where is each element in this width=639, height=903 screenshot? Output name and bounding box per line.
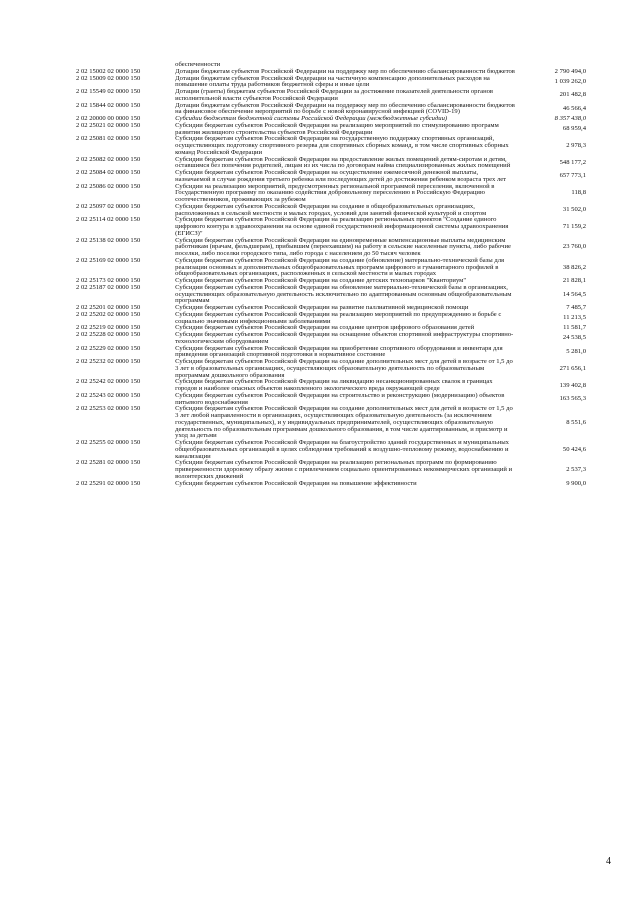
row-description: Субсидии бюджетам субъектов Российской Федерации на благоустройство зданий государственных и муниципальных общеобразовательных организаций в целях соблюдения требований к воздушно-тепловому режиму, водоснабжению и канализации [175, 439, 509, 460]
row-description: Субсидии бюджетам субъектов Российской Федерации на создание (обновление) материально-технической базы для реализации основных и дополнительных общеобразовательных программ цифрового и гуманитарного профилей в общеобразовательных организациях, расположенных в сельской местности и малых городах [175, 256, 505, 278]
table-row [76, 346, 586, 360]
row-amount: 38 826,2 [562, 263, 586, 271]
row-code: 2 02 25169 02 0000 150 [76, 256, 141, 264]
row-code: 2 02 25281 02 0000 150 [76, 459, 141, 467]
row-amount: 50 424,6 [562, 445, 586, 453]
page-number: 4 [606, 856, 611, 867]
table-row [76, 204, 586, 218]
table-row [76, 238, 586, 258]
row-code: 2 02 25084 02 0000 150 [76, 169, 141, 176]
row-code: 2 02 25232 02 0000 150 [76, 358, 141, 365]
row-amount: 8 357 438,0 [554, 115, 586, 122]
row-amount: 139 402,8 [559, 381, 586, 389]
row-description: Субсидии бюджетам субъектов Российской Федерации на ликвидацию несанкционированных свалок в границах городов и наиболее опасных объектов накопленного экологического вреда окружающей среде [175, 378, 493, 392]
row-amount: 11 213,5 [563, 314, 586, 322]
table-row [76, 258, 586, 278]
row-code: 2 02 25201 02 0000 150 [76, 304, 141, 311]
row-description: Субсидии бюджетам субъектов Российской Федерации на оснащение объектов спортивной инфраструктуры спортивно-технологическим оборудованием [175, 331, 514, 345]
table-body [76, 62, 586, 487]
row-description: Дотации бюджетам субъектов Российской Федерации на поддержку мер по обеспечению сбалансированности бюджетов [175, 67, 515, 75]
table-row [76, 393, 586, 407]
row-code: 2 02 25173 02 0000 150 [76, 277, 141, 284]
row-code: 2 02 15009 02 0000 150 [76, 74, 141, 82]
table-row [76, 440, 586, 460]
table-row [76, 359, 586, 379]
budget-revenue-table [76, 62, 586, 487]
row-amount: 7 485,7 [566, 304, 586, 311]
row-amount: 31 502,0 [562, 206, 586, 214]
row-description: Субсидии бюджетам субъектов Российской Федерации на развитие паллиативной медицинской помощи [175, 304, 469, 311]
row-code: 2 02 25242 02 0000 150 [76, 378, 141, 386]
row-description: Субсидии бюджетам субъектов Российской Федерации на повышение эффективности [175, 479, 417, 487]
row-code: 2 02 25243 02 0000 150 [76, 391, 141, 399]
row-amount: 548 177,2 [559, 158, 586, 166]
row-code: 2 02 15002 02 0000 150 [76, 67, 141, 75]
table-row [76, 332, 586, 346]
row-amount: 271 656,1 [559, 364, 586, 372]
row-amount: 68 959,4 [562, 125, 586, 133]
table-row [76, 379, 586, 393]
row-description: Субсидии бюджетам субъектов Российской Федерации на государственную поддержку спортивных организаций, осуществляющих подготовку спортивного резерва для спортивных сборных команд, в том числе спортивных сборных команд Российской Федерации [175, 135, 509, 156]
table-row [76, 76, 586, 90]
row-code: 2 02 25202 02 0000 150 [76, 310, 141, 318]
row-code: 2 02 25291 02 0000 150 [76, 479, 141, 487]
row-description: Субсидии бюджетам субъектов Российской Федерации на реализацию мероприятий по предупреждению и борьбе с социально значимыми инфекционными заболеваниями [175, 310, 502, 325]
row-amount: 163 565,3 [559, 395, 586, 403]
row-description: Дотации (гранты) бюджетам субъектов Российской Федерации за достижение показателей деятельности органов исполнительной власти субъектов Российской Федерации [175, 88, 494, 102]
row-description: Субсидии на реализацию мероприятий, предусмотренных региональной программой переселения, включенной в Государственную программу по оказанию содействия добровольному переселению в Российскую Федерацию соотечественников, проживающих за рубежом [175, 182, 495, 203]
row-amount: 46 566,4 [562, 104, 586, 112]
row-description: Субсидии бюджетам субъектов Российской Федерации на реализацию региональных программ по формированию приверженности здоровому образу жизни с привлечением социально ориентированных некоммерческих организаций и волонтерских движений [175, 459, 513, 480]
row-description: Субсидии бюджетам субъектов Российской Федерации на приобретение спортивного оборудования и инвентаря для приведения организаций спортивной подготовки в нормативное состояние [175, 344, 503, 359]
table-row [76, 406, 586, 440]
row-amount: 23 760,0 [562, 243, 586, 251]
row-code: 2 02 25138 02 0000 150 [76, 236, 141, 244]
row-amount: 8 551,6 [566, 418, 586, 426]
row-code: 2 02 25255 02 0000 150 [76, 439, 141, 446]
row-code: 2 02 25082 02 0000 150 [76, 155, 141, 163]
table-row [76, 481, 586, 488]
table-row [76, 157, 586, 171]
row-amount: 11 581,7 [563, 324, 586, 332]
row-description: Субсидии бюджетам субъектов Российской Федерации на реализацию мероприятий по стимулированию программ развития жилищного строительства субъектов Российской Федерации [175, 121, 499, 136]
continuation-text: обеспеченности [175, 61, 221, 68]
row-code: 2 02 25086 02 0000 150 [76, 182, 141, 190]
row-description: Дотации бюджетам субъектов Российской Федерации на поддержку мер по обеспечению сбалансированности бюджетов на финансовое обеспечение мероприятий по борьбе с новой коронавирусной инфекцией (COVID-19) [175, 101, 515, 116]
row-amount: 1 039 262,0 [554, 77, 586, 85]
row-code: 2 02 15549 02 0000 150 [76, 88, 141, 95]
row-amount: 21 828,1 [562, 277, 586, 284]
table-row [76, 217, 586, 237]
row-code: 2 02 25097 02 0000 150 [76, 202, 141, 210]
table-row [76, 123, 586, 137]
row-code: 2 02 25228 02 0000 150 [76, 331, 141, 338]
table-row [76, 170, 586, 184]
row-description: Субсидии бюджетам субъектов Российской Федерации на обновление материально-технической базы в организациях, осуществляющих образовательную деятельность исключительно по адаптированным основным общеобразовательным программам [175, 283, 512, 305]
row-amount: 657 773,1 [559, 172, 586, 180]
table-row [76, 89, 586, 103]
row-description: Субсидии бюджетам субъектов Российской Федерации на создание дополнительных мест для детей в возрасте от 1,5 до 3 лет в образовательных организациях, осуществляющих образовательную деятельность по образовательным программам дошкольного образования [175, 358, 513, 379]
row-description: Субсидии бюджетам субъектов Российской Федерации на предоставление жилых помещений детям-сиротам и детям, оставшимся без попечения родителей, лицам из их числа по договорам найма специализированных жилых помещений [175, 155, 511, 170]
row-description: Субсидии бюджетам субъектов Российской Федерации на единовременные компенсационные выплаты медицинским работникам (врачам, фельдшерам), прибывшим (переехавшим) на работу в сельские населенные пункты, либо рабочие поселки, либо поселки городского типа, либо города с населением до 50 тысяч человек [175, 236, 511, 257]
row-code: 2 02 25021 02 0000 150 [76, 121, 141, 129]
row-code: 2 02 25187 02 0000 150 [76, 283, 141, 291]
row-description: Субсидии бюджетам субъектов Российской Федерации на осуществление ежемесячной денежной выплаты, назначаемой в случае рождения третьего ребенка или последующих детей до достижения ребенком возраста трех лет [175, 169, 507, 183]
row-description: Субсидии бюджетам субъектов Российской Федерации на создание в общеобразовательных организациях, расположенных в сельской местности и малых городах, условий для занятий физической культурой и спортом [175, 202, 487, 217]
row-amount: 24 538,5 [562, 334, 586, 342]
row-amount: 14 564,5 [562, 290, 586, 298]
row-description: Субсидии бюджетам субъектов Российской Федерации на строительство и реконструкцию (модернизацию) объектов питьевого водоснабжения [175, 391, 505, 406]
row-description: Дотации бюджетам субъектов Российской Федерации на частичную компенсацию дополнительных расходов на повышение оплаты труда работников бюджетной сферы и иные цели [175, 74, 490, 89]
row-code: 2 02 25081 02 0000 150 [76, 135, 141, 143]
row-description: Субсидии бюджетам субъектов Российской Федерации на реализацию региональных проектов "Создание единого цифрового контура в здравоохранении на основе единой государственной информационной системы здравоохранения (ЕГИСЗ)" [175, 216, 509, 237]
row-code: 2 02 15844 02 0000 150 [76, 101, 141, 109]
row-amount: 118,8 [571, 189, 586, 197]
row-description: Субсидии бюджетам субъектов Российской Федерации на создание детских технопарков "Кванториум" [175, 277, 467, 284]
row-amount: 201 482,8 [559, 91, 586, 99]
row-code: 2 02 25229 02 0000 150 [76, 344, 141, 352]
row-code: 2 02 25114 02 0000 150 [76, 216, 141, 224]
table-row [76, 312, 586, 326]
row-amount: 71 159,2 [562, 223, 586, 230]
row-code: 2 02 25219 02 0000 150 [76, 324, 141, 332]
row-description: Субсидии бюджетам субъектов Российской Федерации на создание центров цифрового образования детей [175, 324, 475, 332]
table-row [76, 103, 586, 117]
table-row [76, 184, 586, 204]
row-code: 2 02 20000 00 0000 150 [76, 115, 141, 122]
row-amount: 2 537,3 [566, 466, 586, 473]
table-row [76, 136, 586, 156]
row-amount: 9 900,0 [566, 479, 586, 487]
row-code: 2 02 25253 02 0000 150 [76, 405, 141, 413]
table-row [76, 460, 586, 480]
row-description: Субсидии бюджетам субъектов Российской Федерации на создание дополнительных мест для детей в возрасте от 1,5 до 3 лет любой направленности в организациях, осуществляющих образовательную деятельность (за исключением государственных, муниципальных), и у индивидуальных предпринимателей, осуществляющих образовательную деятельность по образовательным программам дошкольного образования, в том числе адаптированным, и присмотр и уход за детьми [175, 405, 513, 440]
row-amount: 2 790 494,0 [554, 67, 586, 75]
row-amount: 2 978,3 [566, 142, 586, 149]
row-description: Субсидии бюджетам бюджетной системы Российской Федерации (межбюджетные субсидии) [175, 115, 448, 122]
table-row [76, 285, 586, 305]
row-amount: 5 281,0 [566, 347, 586, 355]
